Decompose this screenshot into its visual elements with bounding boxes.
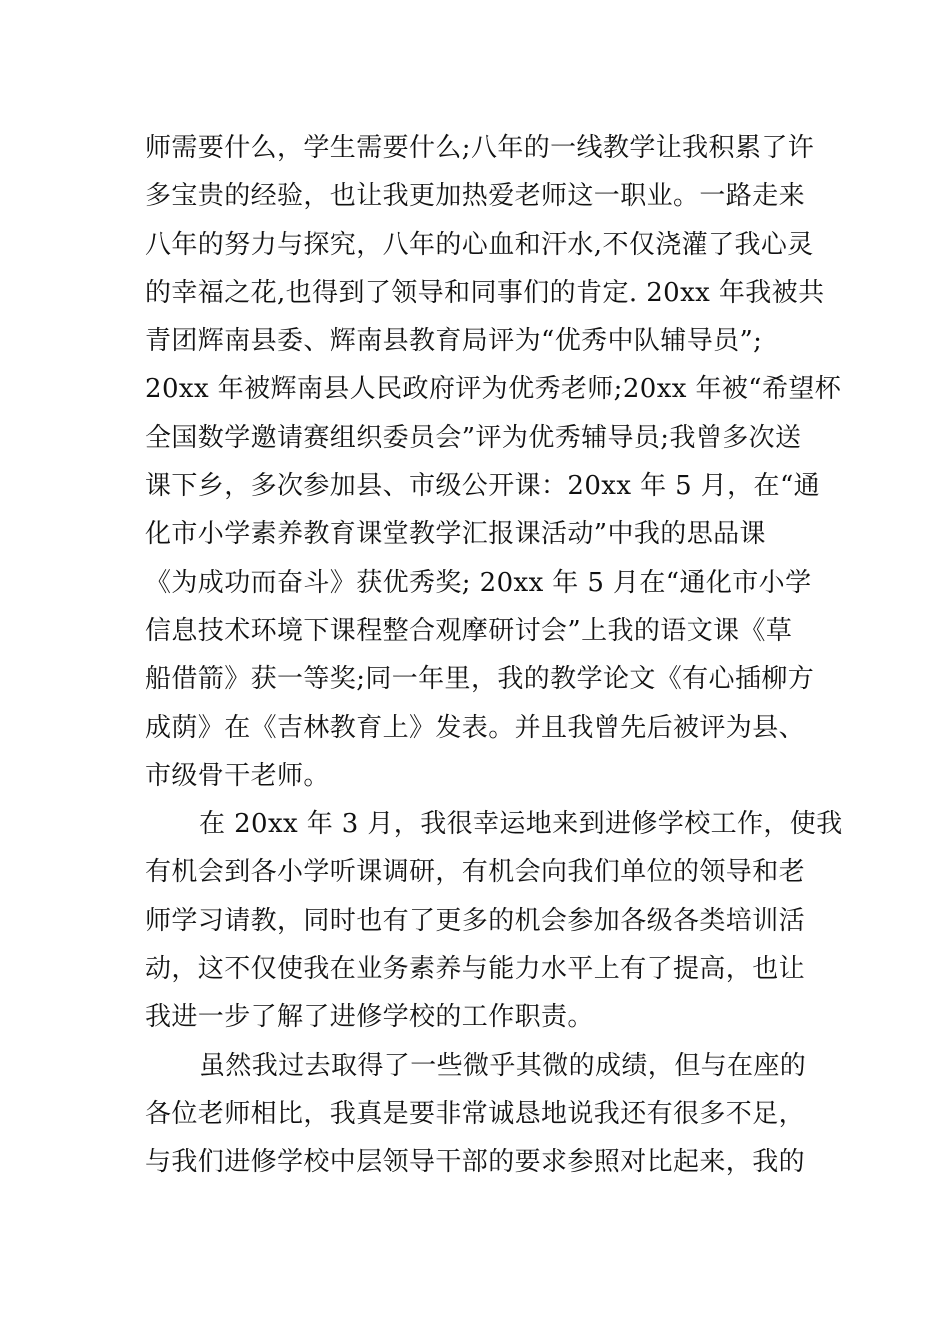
text-line: 信息技术环境下课程整合观摩研讨会”上我的语文课《草	[145, 615, 793, 646]
text-line: 市级骨干老师。	[145, 760, 330, 791]
text-line: 船借箭》获一等奖;同一年里，我的教学论文《有心插柳方	[145, 664, 815, 695]
text-line: 动，这不仅使我在业务素养与能力水平上有了提高，也让	[145, 954, 806, 985]
body-text	[145, 124, 843, 1187]
text-line: 师学习请教，同时也有了更多的机会参加各级各类培训活	[145, 905, 806, 936]
text-line: 与我们进修学校中层领导干部的要求参照对比起来，我的	[145, 1147, 806, 1178]
text-line: 课下乡，多次参加县、市级公开课：20xx 年 5 月，在“通	[145, 471, 821, 502]
paragraph-start-line: 在 20xx 年 3 月，我很幸运地来到进修学校工作，使我	[199, 809, 843, 840]
text-line: 20xx 年被辉南县人民政府评为优秀老师;20xx 年被“希望杯	[145, 374, 842, 405]
text-line: 青团辉南县委、辉南县教育局评为“优秀中队辅导员”;	[145, 326, 763, 357]
text-line: 各位老师相比，我真是要非常诚恳地说我还有很多不足，	[145, 1098, 806, 1129]
text-line: 化市小学素养教育课堂教学汇报课活动”中我的思品课	[145, 519, 766, 550]
paragraph-start-line: 虽然我过去取得了一些微乎其微的成绩，但与在座的	[199, 1050, 807, 1081]
text-line: 八年的努力与探究，八年的心血和汗水,不仅浇灌了我心灵	[145, 229, 814, 260]
text-line: 师需要什么，学生需要什么;八年的一线教学让我积累了许	[145, 133, 815, 163]
text-line: 成荫》在《吉林教育上》发表。并且我曾先后被评为县、	[145, 712, 806, 743]
text-line: 全国数学邀请赛组织委员会”评为优秀辅导员;我曾多次送	[145, 422, 802, 453]
text-line: 多宝贵的经验，也让我更加热爱老师这一职业。一路走来	[145, 181, 806, 212]
text-line: 的幸福之花,也得到了领导和同事们的肯定. 20xx 年我被共	[145, 277, 825, 308]
text-line: 我进一步了解了进修学校的工作职责。	[145, 1002, 594, 1033]
text-line: 有机会到各小学听课调研，有机会向我们单位的领导和老	[145, 857, 806, 888]
text-line: 《为成功而奋斗》获优秀奖; 20xx 年 5 月在“通化市小学	[145, 567, 812, 598]
